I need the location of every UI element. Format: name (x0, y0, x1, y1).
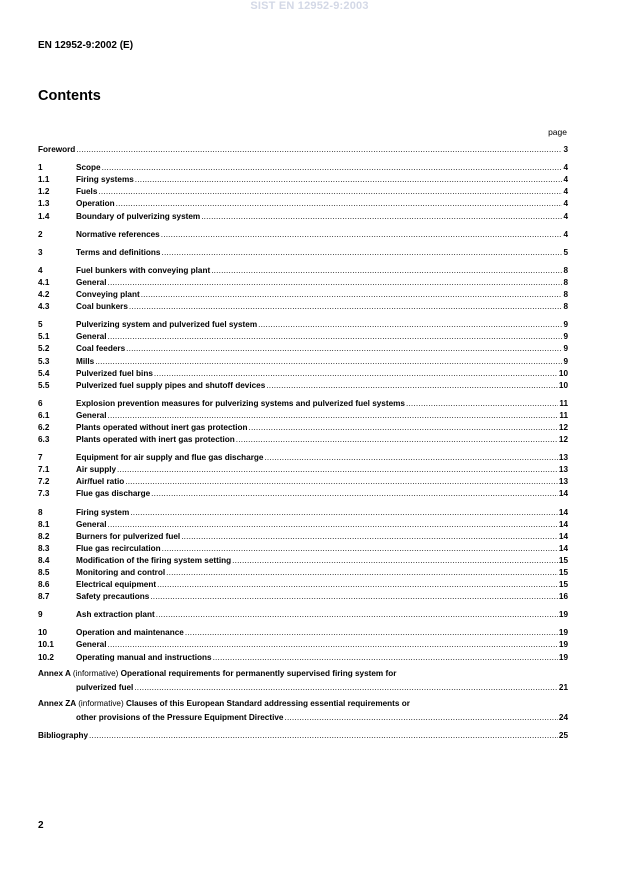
dot-leader (125, 477, 558, 487)
toc-entry-number: 1 (38, 163, 43, 173)
toc-entry-title: Flue gas discharge (76, 489, 151, 499)
toc-entry[interactable] (38, 433, 568, 445)
toc-entry-number: 8 (38, 507, 43, 517)
toc-entry-number: 1.1 (38, 175, 50, 185)
dot-leader (76, 145, 562, 155)
toc-entry-title: Scope (76, 163, 101, 173)
toc-entry-annex-za[interactable] (38, 699, 568, 723)
toc-entry-page: 13 (558, 465, 568, 475)
toc-entry-page: 4 (563, 211, 568, 221)
toc-entry-title: Plants operated without inert gas protection (76, 422, 248, 432)
toc-entry-title: Operation (76, 199, 115, 209)
dot-leader (162, 544, 558, 554)
dot-leader (141, 290, 563, 300)
toc-entry[interactable] (38, 288, 568, 300)
toc-entry-title: Explosion prevention measures for pulverizing systems and pulverized fuel systems (76, 398, 405, 408)
toc-entry-number: 10.2 (38, 652, 54, 662)
toc-entry-title: Electrical equipment (76, 580, 157, 590)
dot-leader (266, 381, 558, 391)
toc-entry-page: 19 (558, 640, 568, 650)
dot-leader (166, 568, 558, 578)
toc-entry-page: 13 (558, 477, 568, 487)
annex-title-line1: Clauses of this European Standard addressing essential requirements or (125, 698, 410, 708)
toc-entry-page: 11 (559, 410, 568, 420)
toc-entry-page: 10 (558, 368, 568, 378)
dot-leader (98, 187, 562, 197)
dot-leader (258, 320, 562, 330)
toc-entry-page: 14 (558, 531, 568, 541)
toc-entry-title: Coal feeders (76, 344, 126, 354)
dot-leader (284, 713, 557, 723)
toc-entry-number: 6.2 (38, 422, 50, 432)
dot-leader (161, 230, 563, 240)
toc-entry-number: 1.3 (38, 199, 50, 209)
toc-entry-number: 4.2 (38, 290, 50, 300)
toc-entry[interactable] (38, 487, 568, 499)
toc-entry-title: General (76, 410, 107, 420)
toc-entry-number: 8.2 (38, 531, 50, 541)
toc-entry-number: 6.3 (38, 435, 50, 445)
toc-entry-page: 21 (558, 682, 568, 692)
toc-entry[interactable] (38, 264, 568, 276)
toc-entry-page: 19 (558, 652, 568, 662)
toc-entry-page: 14 (558, 543, 568, 553)
toc-entry-title: Bibliography (38, 730, 89, 740)
toc-entry-number: 5 (38, 320, 43, 330)
toc-entry-page: 14 (558, 519, 568, 529)
toc-entry-page: 19 (558, 628, 568, 638)
toc-entry-number: 1.4 (38, 211, 50, 221)
toc-entry-title: Monitoring and control (76, 568, 166, 577)
toc-entry[interactable] (38, 590, 568, 602)
dot-leader (406, 399, 558, 409)
toc-entry[interactable] (38, 626, 568, 638)
dot-leader (116, 199, 563, 209)
toc-entry-annex-a[interactable] (38, 669, 568, 693)
toc-entry-page: 4 (563, 187, 568, 197)
toc-entry-number: 10 (38, 628, 48, 638)
dot-leader (161, 248, 562, 258)
toc-entry-page: 4 (563, 175, 568, 185)
toc-entry[interactable] (38, 421, 568, 433)
toc-entry-title: General (76, 332, 107, 342)
toc-entry-number: 9 (38, 610, 43, 620)
dot-leader (126, 344, 562, 354)
toc-entry[interactable] (38, 228, 568, 240)
toc-entry-title: Fuels (76, 187, 98, 197)
toc-entry-page: 15 (558, 580, 568, 590)
toc-entry-title: Terms and definitions (76, 247, 161, 257)
toc-entry[interactable] (38, 246, 568, 258)
toc-entry-number: 5.5 (38, 380, 50, 390)
dot-leader (157, 580, 558, 590)
toc-entry[interactable] (38, 554, 568, 566)
toc-entry-number: 7.2 (38, 477, 50, 487)
document-id: EN 12952-9:2002 (E) (38, 40, 134, 51)
toc-entry-title: Mills (76, 356, 95, 366)
toc-entry-number: 4.1 (38, 277, 50, 287)
toc-entry-title: Safety precautions (76, 592, 150, 602)
toc-entry-title: Boundary of pulverizing system (76, 211, 201, 221)
toc-entry-page: 10 (558, 380, 568, 390)
toc-entry[interactable] (38, 330, 568, 342)
toc-entry[interactable] (38, 209, 568, 221)
toc-entry-number: 8.7 (38, 592, 50, 602)
toc-entry-number: 7.1 (38, 465, 50, 475)
toc-entry-number: 4.3 (38, 302, 50, 312)
toc-entry-title: Air supply (76, 465, 117, 475)
toc-entry-page: 15 (558, 568, 568, 577)
dot-leader (249, 423, 558, 433)
toc-entry-page: 4 (563, 229, 568, 239)
toc-entry-number: 8.6 (38, 580, 50, 590)
dot-leader (264, 453, 557, 463)
toc-entry[interactable] (38, 530, 568, 542)
annex-note: (informative) (72, 668, 119, 678)
toc-entry-title: Firing systems (76, 175, 134, 185)
annex-title-line2: other provisions of the Pressure Equipment Directive (76, 712, 284, 722)
toc-entry-number: 5.1 (38, 332, 50, 342)
annex-label: Annex A (38, 668, 71, 678)
toc-entry-number: 7.3 (38, 489, 50, 499)
toc-entry-page: 24 (558, 712, 568, 722)
toc-entry-foreword[interactable] (38, 143, 568, 155)
dot-leader (95, 357, 562, 367)
toc-entry-title: General (76, 277, 107, 287)
toc-entry[interactable] (38, 505, 568, 517)
toc-entry-page: 25 (558, 730, 568, 740)
toc-entry-page: 11 (559, 398, 568, 408)
dot-leader (108, 520, 558, 530)
dot-leader (232, 556, 558, 566)
toc-entry[interactable] (38, 318, 568, 330)
toc-entry-page: 3 (563, 145, 568, 155)
toc-entry[interactable] (38, 354, 568, 366)
toc-entry-title: Equipment for air supply and flue gas discharge (76, 453, 264, 463)
toc-entry-title: Plants operated with inert gas protection (76, 435, 235, 445)
toc-entry-title: Modification of the firing system setting (76, 555, 232, 565)
dot-leader (135, 175, 563, 185)
toc-sections (38, 161, 568, 662)
toc-entry-page: 8 (563, 265, 568, 275)
toc-entry[interactable] (38, 566, 568, 578)
dot-leader (129, 302, 563, 312)
toc-entry[interactable] (38, 518, 568, 530)
toc-entry-title: Fuel bunkers with conveying plant (76, 265, 211, 275)
toc-entry-number: 6.1 (38, 410, 50, 420)
toc-entry-title: Normative references (76, 229, 160, 239)
toc-entry-title: Pulverizing system and pulverized fuel system (76, 320, 258, 330)
annex-label: Annex ZA (38, 698, 76, 708)
toc-entry-page: 13 (558, 453, 568, 463)
dot-leader (108, 278, 563, 288)
dot-leader (151, 489, 558, 499)
toc-entry[interactable] (38, 197, 568, 209)
watermark: SIST EN 12952-9:2003 (250, 0, 369, 12)
page-number: 2 (38, 820, 44, 831)
dot-leader (150, 592, 558, 602)
dot-leader (213, 653, 558, 663)
toc-entry[interactable] (38, 379, 568, 391)
toc-entry-number: 4 (38, 265, 43, 275)
dot-leader (89, 731, 558, 741)
toc-entry-page: 9 (563, 344, 568, 354)
toc-entry-page: 14 (558, 489, 568, 499)
toc-entry-page: 8 (563, 290, 568, 300)
toc-entry-number: 3 (38, 247, 43, 257)
toc-entry-number: 5.3 (38, 356, 50, 366)
page-title: Contents (38, 88, 101, 104)
toc-entry-number: 2 (38, 229, 43, 239)
toc-entry-page: 8 (563, 302, 568, 312)
toc-entry-title: General (76, 519, 107, 529)
dot-leader (156, 610, 558, 620)
toc-entry-title: Ash extraction plant (76, 610, 155, 620)
toc-entry[interactable] (38, 276, 568, 288)
toc-entry-page: 12 (558, 435, 568, 445)
toc-entry-page: 12 (558, 422, 568, 432)
toc-entry[interactable] (38, 367, 568, 379)
toc-entry[interactable] (38, 342, 568, 354)
table-of-contents (38, 143, 568, 741)
dot-leader (108, 332, 563, 342)
toc-entry-page: 9 (563, 332, 568, 342)
toc-entry-page: 14 (558, 507, 568, 517)
toc-entry-number: 1.2 (38, 187, 50, 197)
toc-entry[interactable] (38, 608, 568, 620)
toc-entry-title: Operation and maintenance (76, 628, 184, 638)
annex-title-line1: Operational requirements for permanently supervised firing system for (120, 668, 397, 678)
toc-entry-title: Conveying plant (76, 290, 140, 300)
annex-note: (informative) (78, 698, 124, 708)
toc-entry-page: 5 (563, 247, 568, 257)
dot-leader (181, 532, 558, 542)
toc-entry[interactable] (38, 463, 568, 475)
toc-entry-number: 8.5 (38, 568, 50, 577)
toc-entry-title: Burners for pulverized fuel (76, 531, 181, 541)
dot-leader (154, 369, 558, 379)
toc-entry-page: 9 (563, 320, 568, 330)
toc-entry-number: 8.3 (38, 543, 50, 553)
annex-title-line2: pulverized fuel (76, 682, 134, 692)
toc-entry-title: Operating manual and instructions (76, 652, 212, 662)
dot-leader (201, 212, 562, 222)
toc-entry-page: 4 (563, 199, 568, 209)
dot-leader (108, 640, 558, 650)
toc-entry[interactable] (38, 451, 568, 463)
dot-leader (134, 683, 558, 693)
toc-entry-page: 4 (563, 163, 568, 173)
toc-entry-number: 6 (38, 398, 43, 408)
toc-entry-title: Flue gas recirculation (76, 543, 161, 553)
toc-entry-page: 15 (558, 555, 568, 565)
toc-entry[interactable] (38, 650, 568, 662)
toc-entry-title: Foreword (38, 145, 76, 155)
toc-entry-bibliography[interactable] (38, 729, 568, 741)
toc-entry[interactable] (38, 300, 568, 312)
toc-entry-number: 5.4 (38, 368, 50, 378)
page-column-header: page (548, 127, 567, 137)
toc-entry-number: 10.1 (38, 640, 54, 650)
toc-entry-number: 5.2 (38, 344, 50, 354)
toc-entry[interactable] (38, 542, 568, 554)
dot-leader (211, 266, 562, 276)
toc-entry-page: 8 (563, 277, 568, 287)
toc-entry-title: Coal bunkers (76, 302, 128, 312)
toc-entry[interactable] (38, 638, 568, 650)
toc-entry-number: 8.1 (38, 519, 50, 529)
toc-entry[interactable] (38, 475, 568, 487)
toc-entry[interactable] (38, 161, 568, 173)
dot-leader (117, 465, 558, 475)
toc-entry-page: 19 (558, 610, 568, 620)
toc-entry[interactable] (38, 578, 568, 590)
toc-entry-page: 16 (558, 592, 568, 602)
toc-entry-number: 7 (38, 453, 43, 463)
toc-entry[interactable] (38, 185, 568, 197)
toc-entry[interactable] (38, 409, 568, 421)
toc-entry[interactable] (38, 397, 568, 409)
dot-leader (108, 411, 559, 421)
toc-entry-number: 8.4 (38, 555, 50, 565)
dot-leader (102, 163, 563, 173)
toc-entry-page: 9 (563, 356, 568, 366)
dot-leader (236, 435, 558, 445)
toc-entry[interactable] (38, 173, 568, 185)
dot-leader (185, 628, 558, 638)
toc-entry-title: Pulverized fuel supply pipes and shutoff devices (76, 380, 266, 390)
toc-entry-title: General (76, 640, 107, 650)
dot-leader (130, 508, 558, 518)
toc-entry-title: Air/fuel ratio (76, 477, 125, 487)
toc-entry-title: Firing system (76, 507, 130, 517)
toc-entry-title: Pulverized fuel bins (76, 368, 153, 378)
